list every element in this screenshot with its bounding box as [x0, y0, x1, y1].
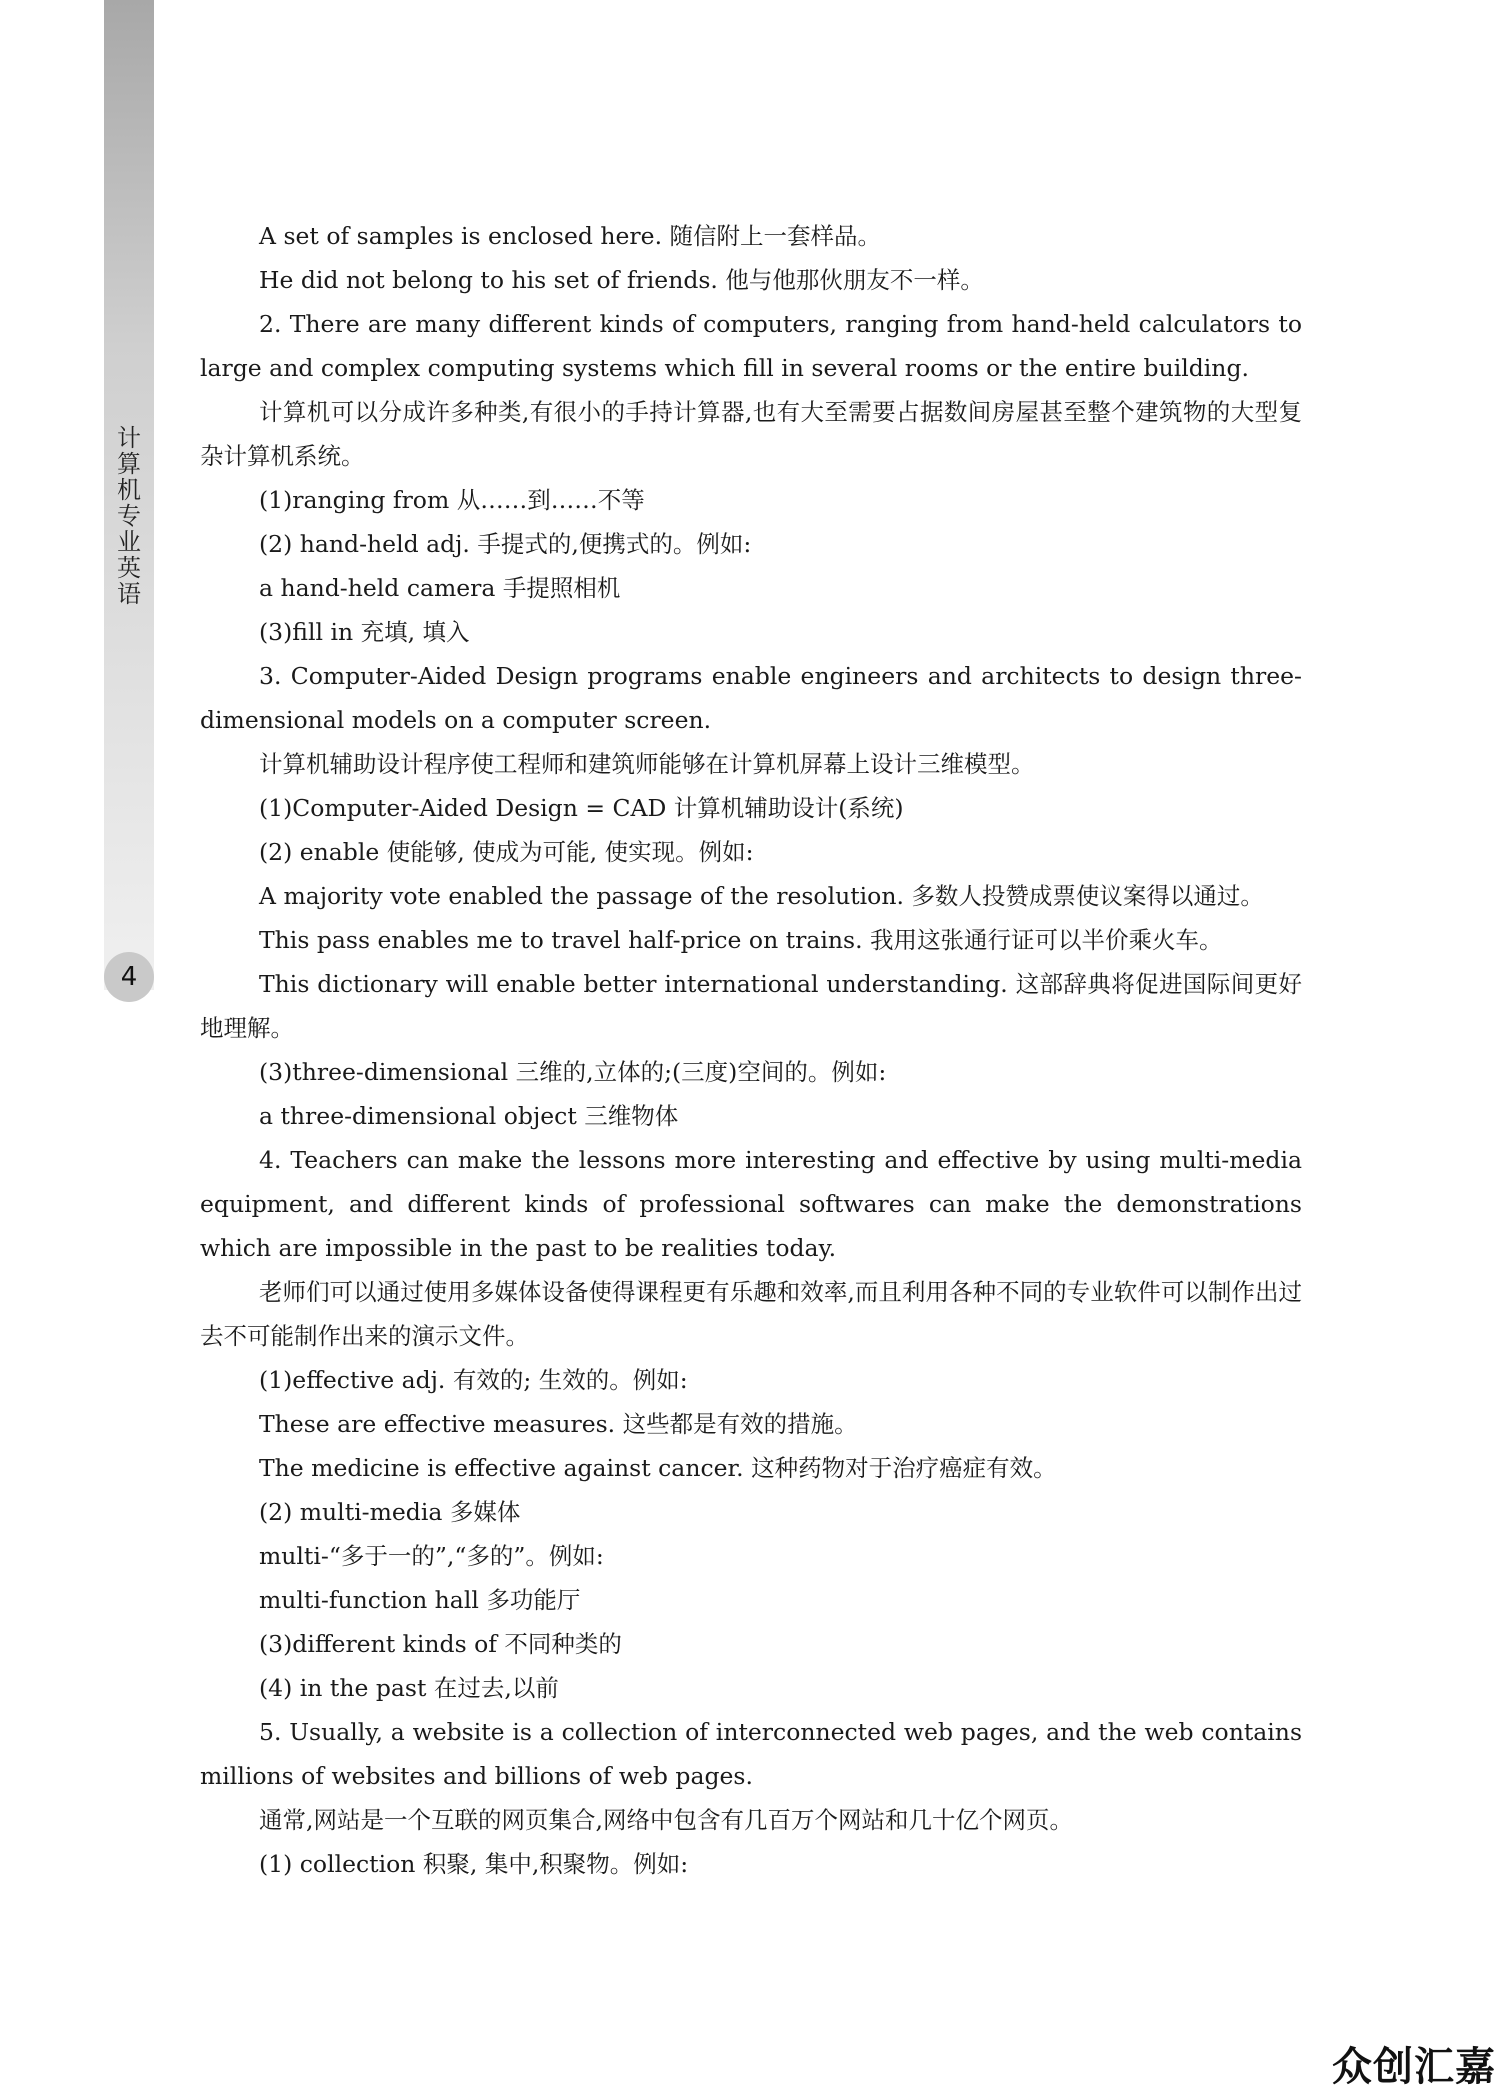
watermark-logo: 众创汇嘉	[1332, 2044, 1496, 2090]
paragraph: 老师们可以通过使用多媒体设备使得课程更有乐趣和效率,而且利用各种不同的专业软件可以制作出过去不可能制作出来的演示文件。	[200, 1278, 1302, 1350]
paragraph: 计算机辅助设计程序使工程师和建筑师能够在计算机屏幕上设计三维模型。	[259, 750, 1035, 778]
paragraph: multi-function hall 多功能厅	[259, 1586, 581, 1614]
paragraph: a hand-held camera 手提照相机	[259, 574, 621, 602]
paragraph: (1) collection 积聚, 集中,积聚物。例如:	[259, 1850, 689, 1878]
paragraph: 2. There are many different kinds of computers, ranging from hand-held calculators to large and complex computing systems which fill in several rooms or the entire building.	[200, 310, 1302, 382]
page-content	[200, 214, 1302, 1886]
paragraph: a three-dimensional object 三维物体	[259, 1102, 679, 1130]
paragraph: A majority vote enabled the passage of the resolution. 多数人投赞成票使议案得以通过。	[259, 882, 1264, 910]
paragraph: (1)effective adj. 有效的; 生效的。例如:	[259, 1366, 688, 1394]
paragraph: (3)different kinds of 不同种类的	[259, 1630, 622, 1658]
paragraph: A set of samples is enclosed here. 随信附上一套样品。	[259, 222, 882, 250]
paragraph: (3)fill in 充填, 填入	[259, 618, 470, 646]
paragraph: (2) enable 使能够, 使成为可能, 使实现。例如:	[259, 838, 754, 866]
paragraph: (3)three-dimensional 三维的,立体的;(三度)空间的。例如:	[259, 1058, 887, 1086]
paragraph: (2) hand-held adj. 手提式的,便携式的。例如:	[259, 530, 752, 558]
paragraph: This dictionary will enable better international understanding. 这部辞典将促进国际间更好地理解。	[200, 970, 1302, 1042]
paragraph: 通常,网站是一个互联的网页集合,网络中包含有几百万个网站和几十亿个网页。	[259, 1806, 1073, 1834]
paragraph: (1)Computer-Aided Design = CAD 计算机辅助设计(系统)	[259, 794, 904, 822]
paragraph: 3. Computer-Aided Design programs enable engineers and architects to design three-dimensional models on a computer screen.	[200, 662, 1302, 734]
book-title: 计算机专业英语	[117, 424, 141, 608]
paragraph: The medicine is effective against cancer. 这种药物对于治疗癌症有效。	[259, 1454, 1057, 1482]
page-number-badge: 4	[104, 952, 154, 1002]
paragraph: multi-“多于一的”,“多的”。例如:	[259, 1542, 604, 1570]
paragraph: 计算机可以分成许多种类,有很小的手持计算器,也有大至需要占据数间房屋甚至整个建筑物的大型复杂计算机系统。	[200, 398, 1302, 470]
paragraph: 4. Teachers can make the lessons more interesting and effective by using multi-media equipment, and different kinds of professional softwares can make the demonstrations which are impossible in the past to be realities today.	[200, 1146, 1302, 1262]
paragraph: These are effective measures. 这些都是有效的措施。	[259, 1410, 858, 1438]
paragraph: 5. Usually, a website is a collection of interconnected web pages, and the web contains millions of websites and billions of web pages.	[200, 1718, 1302, 1790]
paragraph: (1)ranging from 从……到……不等	[259, 486, 645, 514]
paragraph: He did not belong to his set of friends. 他与他那伙朋友不一样。	[259, 266, 984, 294]
paragraph: (4) in the past 在过去,以前	[259, 1674, 559, 1702]
paragraph: This pass enables me to travel half-price on trains. 我用这张通行证可以半价乘火车。	[259, 926, 1223, 954]
paragraph: (2) multi-media 多媒体	[259, 1498, 521, 1526]
